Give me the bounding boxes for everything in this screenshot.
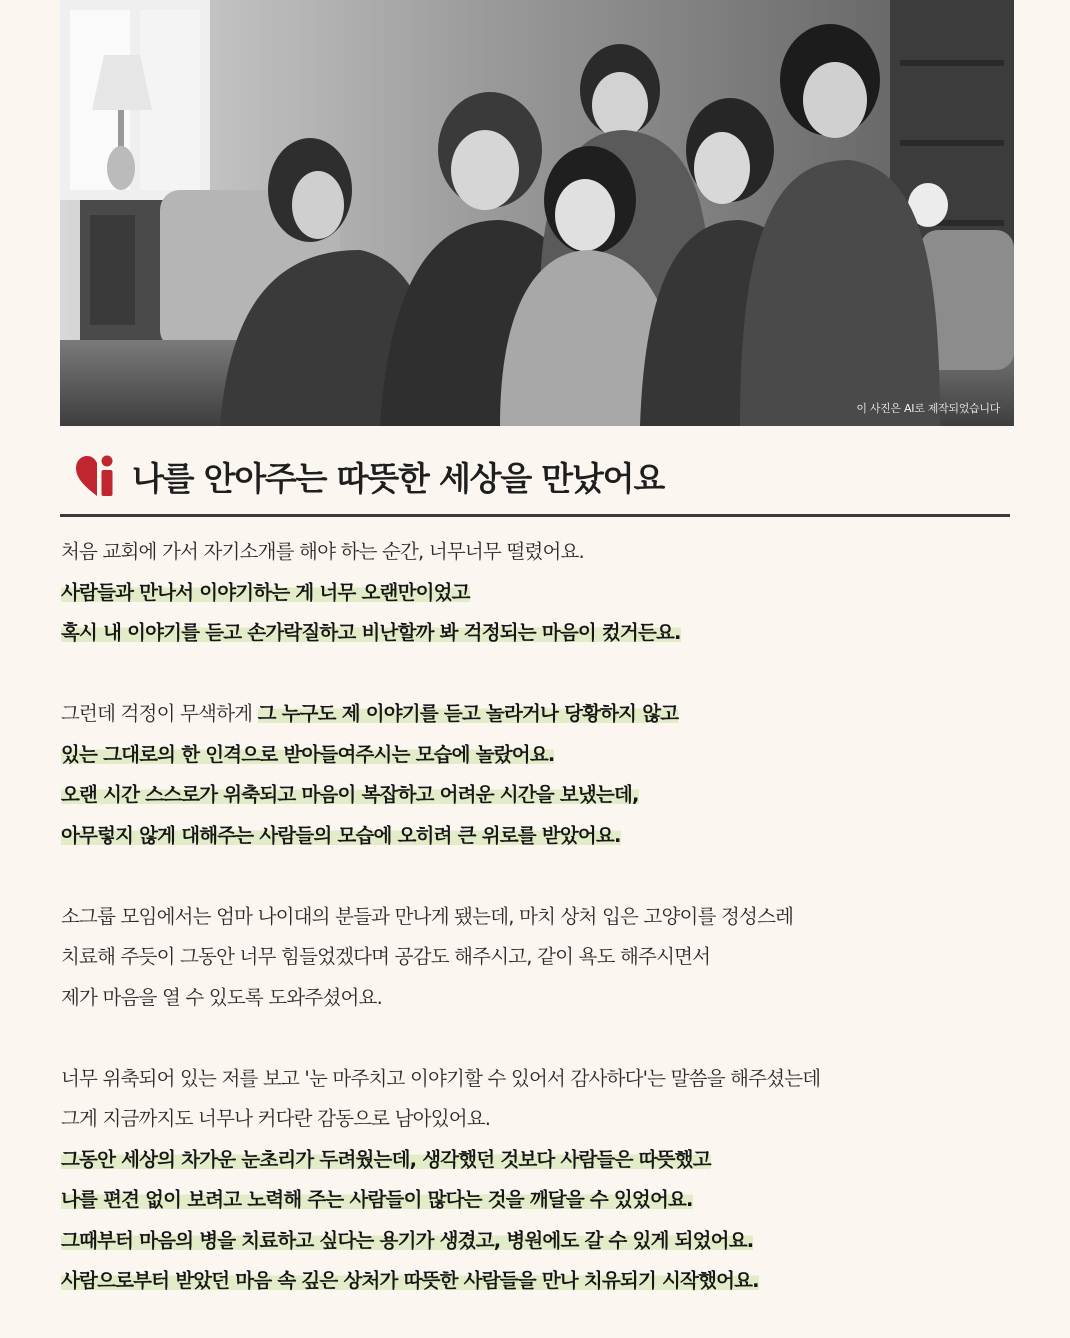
highlight-text: 그때부터 마음의 병을 치료하고 싶다는 용기가 생겼고, 병원에도 갈 수 있게 되었어요. <box>61 1228 754 1252</box>
text-line: 그게 지금까지도 너무나 커다란 감동으로 남아있어요. <box>61 1107 491 1130</box>
text-line: 그런데 걱정이 무색하게 그 누구도 제 이야기를 듣고 놀라거나 당황하지 않고 <box>61 702 679 725</box>
text-line <box>61 1140 1011 1181</box>
text-line: 제가 마음을 열 수 있도록 도와주셨어요. <box>61 985 382 1009</box>
story-body <box>61 532 1011 1302</box>
photo-illustration <box>60 0 1014 426</box>
paragraph-4 <box>61 1059 1011 1302</box>
text-line: 처음 교회에 가서 자기소개를 해야 하는 순간, 너무너무 떨렸어요. <box>61 540 584 563</box>
section-heading <box>74 452 664 500</box>
text-line <box>61 573 1011 614</box>
heart-info-icon <box>74 454 120 498</box>
text-line <box>61 735 1011 776</box>
text-line: 치료해 주듯이 그동안 너무 힘들었겠다며 공감도 해주시고, 같이 욕도 해주시면서 <box>61 945 711 968</box>
ai-caption: 이 사진은 AI로 제작되었습니다 <box>856 402 1000 415</box>
text-line <box>61 1221 1011 1262</box>
text-line <box>61 613 1011 654</box>
text-line: 소그룹 모임에서는 엄마 나이대의 분들과 만나게 됐는데, 마치 상처 입은 고양이를 정성스레 <box>61 904 794 928</box>
highlight-text: 나를 편견 없이 보려고 노력해 주는 사람들이 많다는 것을 깨달을 수 있었어요. <box>61 1188 693 1211</box>
text-line <box>61 1180 1011 1221</box>
highlight-text: 사람들과 만나서 이야기하는 게 너무 오랜만이었고 <box>61 580 470 604</box>
highlight-text: 그 누구도 제 이야기를 듣고 놀라거나 당황하지 않고 <box>257 702 679 725</box>
page-title: 나를 안아주는 따뜻한 세상을 만났어요 <box>132 458 665 498</box>
text-line <box>61 775 1011 816</box>
text-line <box>61 1261 1011 1302</box>
paragraph-2 <box>61 694 1011 856</box>
text-line <box>61 816 1011 857</box>
hero-photo <box>60 0 1014 426</box>
highlight-text: 오랜 시간 스스로가 위축되고 마음이 복잡하고 어려운 시간을 보냈는데, <box>61 783 639 806</box>
highlight-text: 있는 그대로의 한 인격으로 받아들여주시는 모습에 놀랐어요. <box>61 742 555 766</box>
highlight-text: 그동안 세상의 차가운 눈초리가 두려웠는데, 생각했던 것보다 사람들은 따뜻했고 <box>61 1147 711 1171</box>
paragraph-1 <box>61 532 1011 654</box>
title-divider <box>60 514 1010 517</box>
highlight-text: 아무렇지 않게 대해주는 사람들의 모습에 오히려 큰 위로를 받았어요. <box>61 823 621 847</box>
text-line: 너무 위축되어 있는 저를 보고 '눈 마주치고 이야기할 수 있어서 감사하다'는 말씀을 해주셨는데 <box>61 1066 821 1090</box>
highlight-text: 혹시 내 이야기를 듣고 손가락질하고 비난할까 봐 걱정되는 마음이 컸거든요. <box>61 621 681 644</box>
highlight-text: 사람으로부터 받았던 마음 속 깊은 상처가 따뜻한 사람들을 만나 치유되기 시작했어요. <box>61 1269 759 1292</box>
paragraph-3 <box>61 897 1011 1019</box>
